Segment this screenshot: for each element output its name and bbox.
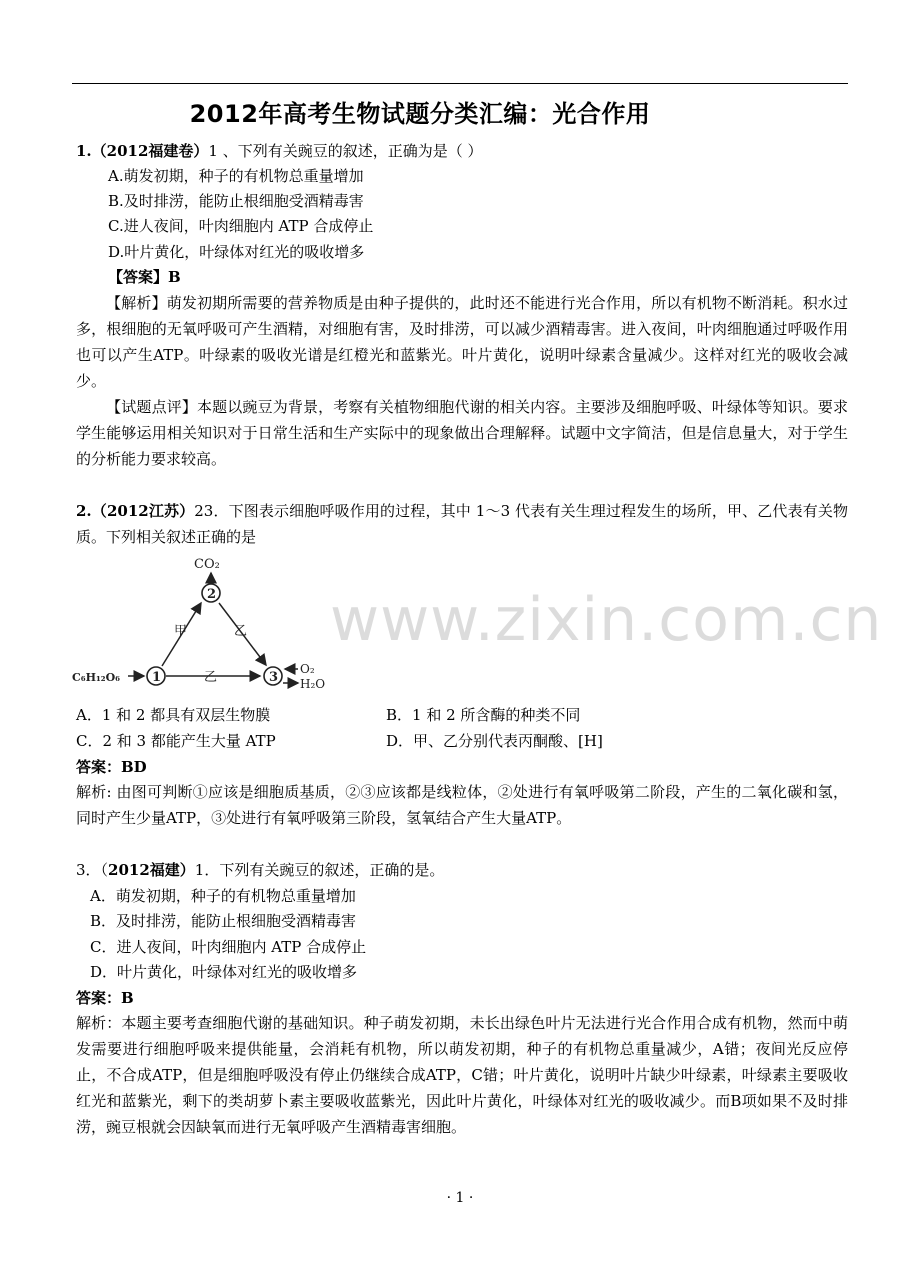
q1-analysis: 【解析】萌发初期所需要的营养物质是由种子提供的，此时还不能进行光合作用，所以有机物不断消耗。积水过多，根细胞的无氧呼吸可产生酒精，对细胞有害，及时排涝，可以减少酒精毒害。进入夜间，叶肉细胞通过呼吸作用也可以产生ATP。叶绿素的吸收光谱是红橙光和蓝紫光。叶片黄化，说明叶绿素含量减少。这样对红光的吸收会减少。 [76,294,848,390]
q1-option-a: A.萌发初期，种子的有机物总重量增加 [108,167,364,185]
q3-analysis: 解析：本题主要考查细胞代谢的基础知识。种子萌发初期，未长出绿色叶片无法进行光合作用合成有机物，然而中萌发需要进行细胞呼吸来提供能量，会消耗有机物，所以萌发初期，种子的有机物总重量减少，A错；夜间光反应停止，不合成ATP，但是细胞呼吸没有停止仍继续合成ATP，C错；叶片黄化，说明叶片缺少叶绿素，叶绿素主要吸收红光和蓝紫光，剩下的类胡萝卜素主要吸收蓝紫光，因此叶片黄化，叶绿体对红光的吸收减少。而B项如果不及时排涝，豌豆根就会因缺氧而进行无氧呼吸产生酒精毒害细胞。 [76,1014,848,1136]
node-2-label: 2 [207,587,217,602]
q1-stem: 1 、下列有关豌豆的叙述，正确为是（ ） [208,142,483,160]
q1-option-b: B.及时排涝，能防止根细胞受酒精毒害 [108,192,364,210]
q3-option-b: B．及时排涝，能防止根细胞受酒精毒害 [90,912,357,930]
watermark: www.zixin.com.cn [330,585,883,655]
node-3-label: 3 [269,670,279,685]
label-yi-bottom: 乙 [204,670,218,685]
q3-answer: 答案：B [76,989,134,1007]
q2-option-d: D．甲、乙分别代表丙酮酸、[H] [386,732,603,750]
q2-option-b: B．1 和 2 所含酶的种类不同 [386,706,581,724]
q3-source: 2012福建） [108,861,195,879]
q1-heading [76,141,483,161]
q2-answer: 答案：BD [76,758,147,776]
q3-option-d: D．叶片黄化，叶绿体对红光的吸收增多 [90,963,358,981]
h2o-label: H₂O [300,677,326,691]
q2-analysis: 解析: 由图可判断①应该是细胞质基质，②③应该都是线粒体，②处进行有氧呼吸第二阶段，产生的二氧化碳和氢，同时产生少量ATP，③处进行有氧呼吸第三阶段，氢氧结合产生大量ATP。 [76,783,848,827]
q2-stem: 23．下图表示细胞呼吸作用的过程，其中 1～3 代表有关生理过程发生的场所，甲、乙代表有关物质。下列相关叙述正确的是 [76,502,848,546]
q1-answer: 【答案】B [108,268,181,286]
q2-heading [76,498,848,550]
glucose-label: C₆H₁₂O₆ [72,671,121,684]
label-jia: 甲 [174,624,188,639]
q1-option-c: C.进人夜间，叶肉细胞内 ATP 合成停止 [108,217,374,235]
o2-label: O₂ [300,662,315,676]
node-1-label: 1 [152,670,162,685]
q3-heading: 3．（2012福建）1．下列有关豌豆的叙述，正确的是。 [76,861,445,879]
q2-option-a: A．1 和 2 都具有双层生物膜 [76,706,271,724]
respiration-diagram [70,552,340,692]
q2-option-c: C．2 和 3 都能产生大量 ATP [76,732,276,750]
q3-option-c: C．进人夜间，叶肉细胞内 ATP 合成停止 [90,938,367,956]
co2-label: CO₂ [194,557,220,572]
label-yi-right: 乙 [234,624,248,639]
q1-source: 1.（2012福建卷） [76,142,209,160]
q2-source: 2.（2012江苏） [76,502,195,520]
page-title: 2012年高考生物试题分类汇编：光合作用 [189,100,651,128]
q3-stem: 1．下列有关豌豆的叙述，正确的是。 [194,861,445,879]
header-rule [72,83,848,84]
q1-option-d: D.叶片黄化，叶绿体对红光的吸收增多 [108,243,365,261]
page-number: · 1 · [446,1190,474,1206]
q3-option-a: A．萌发初期，种子的有机物总重量增加 [90,887,356,905]
q1-comment: 【试题点评】本题以豌豆为背景，考察有关植物细胞代谢的相关内容。主要涉及细胞呼吸、叶绿体等知识。要求学生能够运用相关知识对于日常生活和生产实际中的现象做出合理解释。试题中文字简洁，但是信息量大，对于学生的分析能力要求较高。 [76,398,848,468]
